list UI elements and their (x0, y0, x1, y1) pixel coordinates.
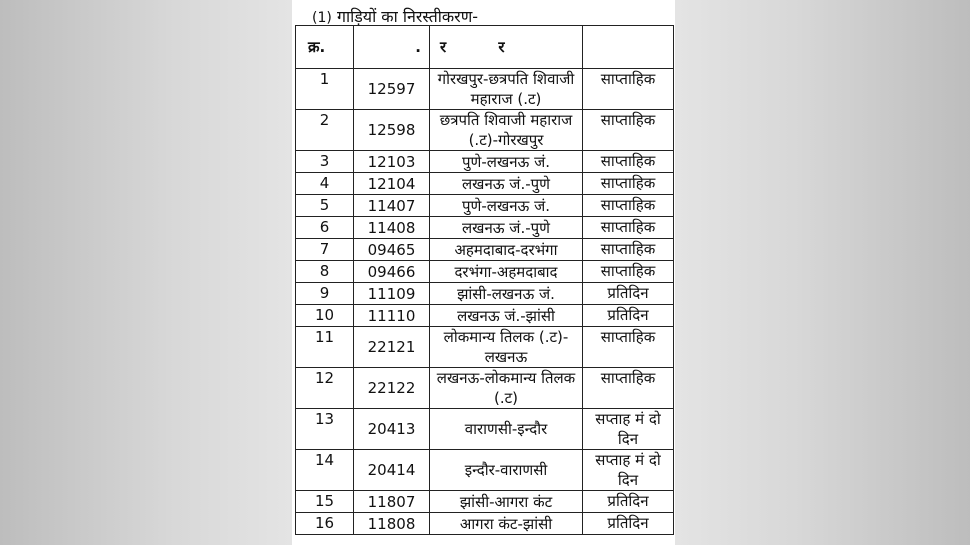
table-row (296, 491, 674, 513)
frequency-cell: साप्ताहिक (583, 110, 674, 151)
serial-number-cell: 10 (296, 305, 354, 327)
blurred-background-left (0, 0, 292, 545)
serial-number-cell: 5 (296, 195, 354, 217)
frequency-cell: साप्ताहिक (583, 173, 674, 195)
frequency-cell: सप्ताह मं दो दिन (583, 450, 674, 491)
route-cell: लखनऊ जं.-पुणे (430, 217, 583, 239)
frequency-cell: साप्ताहिक (583, 327, 674, 368)
serial-number-cell: 8 (296, 261, 354, 283)
route-cell: झांसी-लखनऊ जं. (430, 283, 583, 305)
table-row (296, 151, 674, 173)
train-number-cell: 11109 (354, 283, 430, 305)
blurred-background-right (675, 0, 970, 545)
train-number-cell: 11408 (354, 217, 430, 239)
train-number-cell: 12104 (354, 173, 430, 195)
frequency-cell: साप्ताहिक (583, 151, 674, 173)
route-cell: गोरखपुर-छत्रपति शिवाजी महाराज (.ट) (430, 69, 583, 110)
cancelled-trains-table (295, 25, 674, 535)
frequency-cell: प्रतिदिन (583, 305, 674, 327)
serial-number-cell: 12 (296, 368, 354, 409)
route-cell: दरभंगा-अहमदाबाद (430, 261, 583, 283)
serial-number-cell: 14 (296, 450, 354, 491)
serial-number-cell: 16 (296, 513, 354, 535)
frequency-cell: साप्ताहिक (583, 195, 674, 217)
frequency-cell: प्रतिदिन (583, 283, 674, 305)
route-cell: लखनऊ जं.-पुणे (430, 173, 583, 195)
route-cell: इन्दौर-वाराणसी (430, 450, 583, 491)
table-row (296, 261, 674, 283)
train-number-cell: 22122 (354, 368, 430, 409)
frequency-cell: साप्ताहिक (583, 261, 674, 283)
route-cell: लखनऊ जं.-झांसी (430, 305, 583, 327)
serial-number-cell: 11 (296, 327, 354, 368)
table-row (296, 69, 674, 110)
frequency-cell: प्रतिदिन (583, 513, 674, 535)
table-row (296, 110, 674, 151)
serial-number-cell: 2 (296, 110, 354, 151)
table-row (296, 217, 674, 239)
table-row (296, 409, 674, 450)
serial-number-cell: 7 (296, 239, 354, 261)
header-serial: क्र. (296, 26, 354, 69)
route-cell: आगरा कंट-झांसी (430, 513, 583, 535)
section-title: गाड़ियों का निरस्तीकरण- (336, 7, 479, 26)
route-cell: झांसी-आगरा कंट (430, 491, 583, 513)
route-cell: लोकमान्य तिलक (.ट)-लखनऊ (430, 327, 583, 368)
table-row (296, 450, 674, 491)
train-number-cell: 12597 (354, 69, 430, 110)
train-number-cell: 20413 (354, 409, 430, 450)
frequency-cell: साप्ताहिक (583, 217, 674, 239)
train-number-cell: 11407 (354, 195, 430, 217)
route-cell: वाराणसी-इन्दौर (430, 409, 583, 450)
table-header-row (296, 26, 674, 69)
frequency-cell: साप्ताहिक (583, 239, 674, 261)
route-cell: अहमदाबाद-दरभंगा (430, 239, 583, 261)
train-number-cell: 11807 (354, 491, 430, 513)
serial-number-cell: 3 (296, 151, 354, 173)
serial-number-cell: 15 (296, 491, 354, 513)
train-number-cell: 12103 (354, 151, 430, 173)
table-row (296, 173, 674, 195)
train-number-cell: 09466 (354, 261, 430, 283)
header-train-number: . (354, 26, 430, 69)
section-heading (312, 5, 478, 27)
table-row (296, 239, 674, 261)
train-number-cell: 11110 (354, 305, 430, 327)
table-row (296, 513, 674, 535)
serial-number-cell: 1 (296, 69, 354, 110)
route-cell: छत्रपति शिवाजी महाराज (.ट)-गोरखपुर (430, 110, 583, 151)
frequency-cell: सप्ताह मं दो दिन (583, 409, 674, 450)
route-cell: पुणे-लखनऊ जं. (430, 151, 583, 173)
table-row (296, 327, 674, 368)
train-number-cell: 12598 (354, 110, 430, 151)
frequency-cell: प्रतिदिन (583, 491, 674, 513)
table-row (296, 368, 674, 409)
document-page (292, 0, 675, 545)
train-number-cell: 11808 (354, 513, 430, 535)
serial-number-cell: 4 (296, 173, 354, 195)
table-row (296, 305, 674, 327)
header-frequency (583, 26, 674, 69)
table-row (296, 283, 674, 305)
table-row (296, 195, 674, 217)
frequency-cell: साप्ताहिक (583, 368, 674, 409)
route-cell: लखनऊ-लोकमान्य तिलक (.ट) (430, 368, 583, 409)
serial-number-cell: 6 (296, 217, 354, 239)
header-route: र र (430, 26, 583, 69)
frequency-cell: साप्ताहिक (583, 69, 674, 110)
serial-number-cell: 13 (296, 409, 354, 450)
section-number: (1) (312, 10, 332, 26)
train-number-cell: 20414 (354, 450, 430, 491)
serial-number-cell: 9 (296, 283, 354, 305)
route-cell: पुणे-लखनऊ जं. (430, 195, 583, 217)
train-number-cell: 09465 (354, 239, 430, 261)
train-number-cell: 22121 (354, 327, 430, 368)
